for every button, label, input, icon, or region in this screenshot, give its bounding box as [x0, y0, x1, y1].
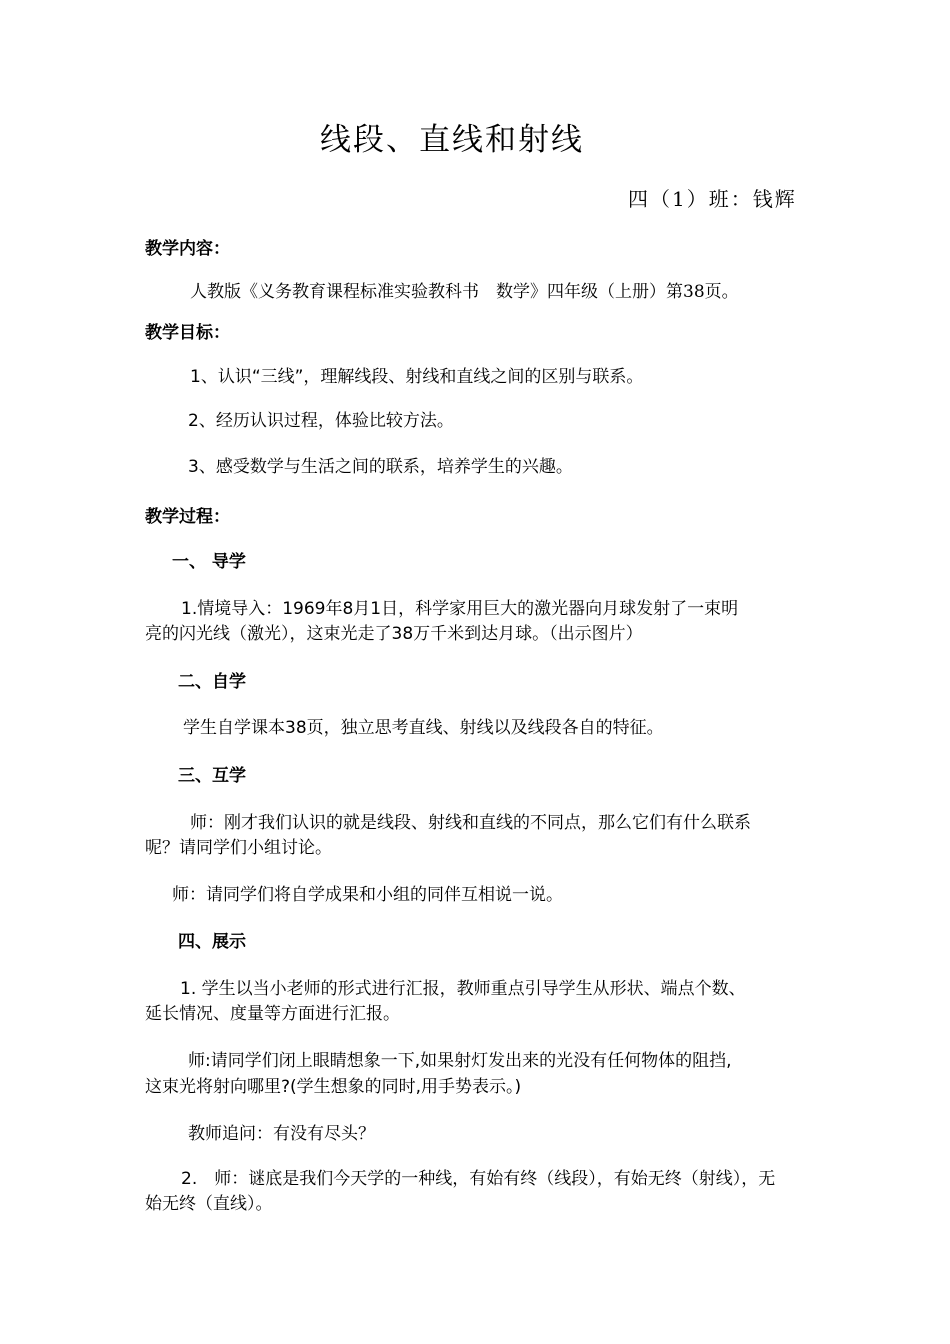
subsection-heading: 一、 导学: [172, 552, 246, 572]
paragraph-line: 师：刚才我们认识的就是线段、射线和直线的不同点，那么它们有什么联系: [190, 813, 751, 833]
document-title: 线段、直线和射线: [320, 122, 584, 158]
paragraph-line: 师:请同学们闭上眼睛想象一下,如果射灯发出来的光没有任何物体的阻挡,: [188, 1051, 732, 1071]
goal-item: 3、感受数学与生活之间的联系，培养学生的兴趣。: [188, 457, 573, 477]
subsection-heading: 四、展示: [178, 932, 246, 952]
paragraph-line: 始无终（直线）。: [145, 1194, 273, 1214]
paragraph-line: 学生自学课本38页，独立思考直线、射线以及线段各自的特征。: [183, 718, 664, 738]
section-heading-process: 教学过程：: [145, 507, 230, 527]
paragraph-line: 1. 学生以当小老师的形式进行汇报，教师重点引导学生从形状、端点个数、: [180, 979, 746, 999]
content-text: 人教版《义务教育课程标准实验教科书 数学》四年级（上册）第38页。: [190, 282, 739, 302]
author-byline: 四（1）班：钱辉: [628, 187, 797, 211]
goal-item: 2、经历认识过程，体验比较方法。: [188, 411, 454, 431]
subsection-heading: 三、互学: [178, 766, 246, 786]
paragraph-line: 教师追问：有没有尽头？: [188, 1124, 375, 1144]
section-heading-content: 教学内容：: [145, 239, 230, 259]
paragraph-line: 2. 师：谜底是我们今天学的一种线，有始有终（线段），有始无终（射线），无: [181, 1169, 776, 1189]
paragraph-line: 这束光将射向哪里?(学生想象的同时,用手势表示。): [145, 1077, 522, 1097]
paragraph-line: 呢？请同学们小组讨论。: [145, 838, 332, 858]
paragraph-line: 亮的闪光线（激光），这束光走了38万千米到达月球。（出示图片）: [145, 624, 643, 644]
paragraph-line: 师：请同学们将自学成果和小组的同伴互相说一说。: [172, 885, 563, 905]
goal-item: 1、认识“三线”，理解线段、射线和直线之间的区别与联系。: [190, 367, 644, 387]
paragraph-line: 1.情境导入：1969年8月1日，科学家用巨大的激光器向月球发射了一束明: [181, 599, 739, 619]
section-heading-goals: 教学目标：: [145, 323, 230, 343]
paragraph-line: 延长情况、度量等方面进行汇报。: [145, 1004, 400, 1024]
subsection-heading: 二、自学: [178, 672, 246, 692]
